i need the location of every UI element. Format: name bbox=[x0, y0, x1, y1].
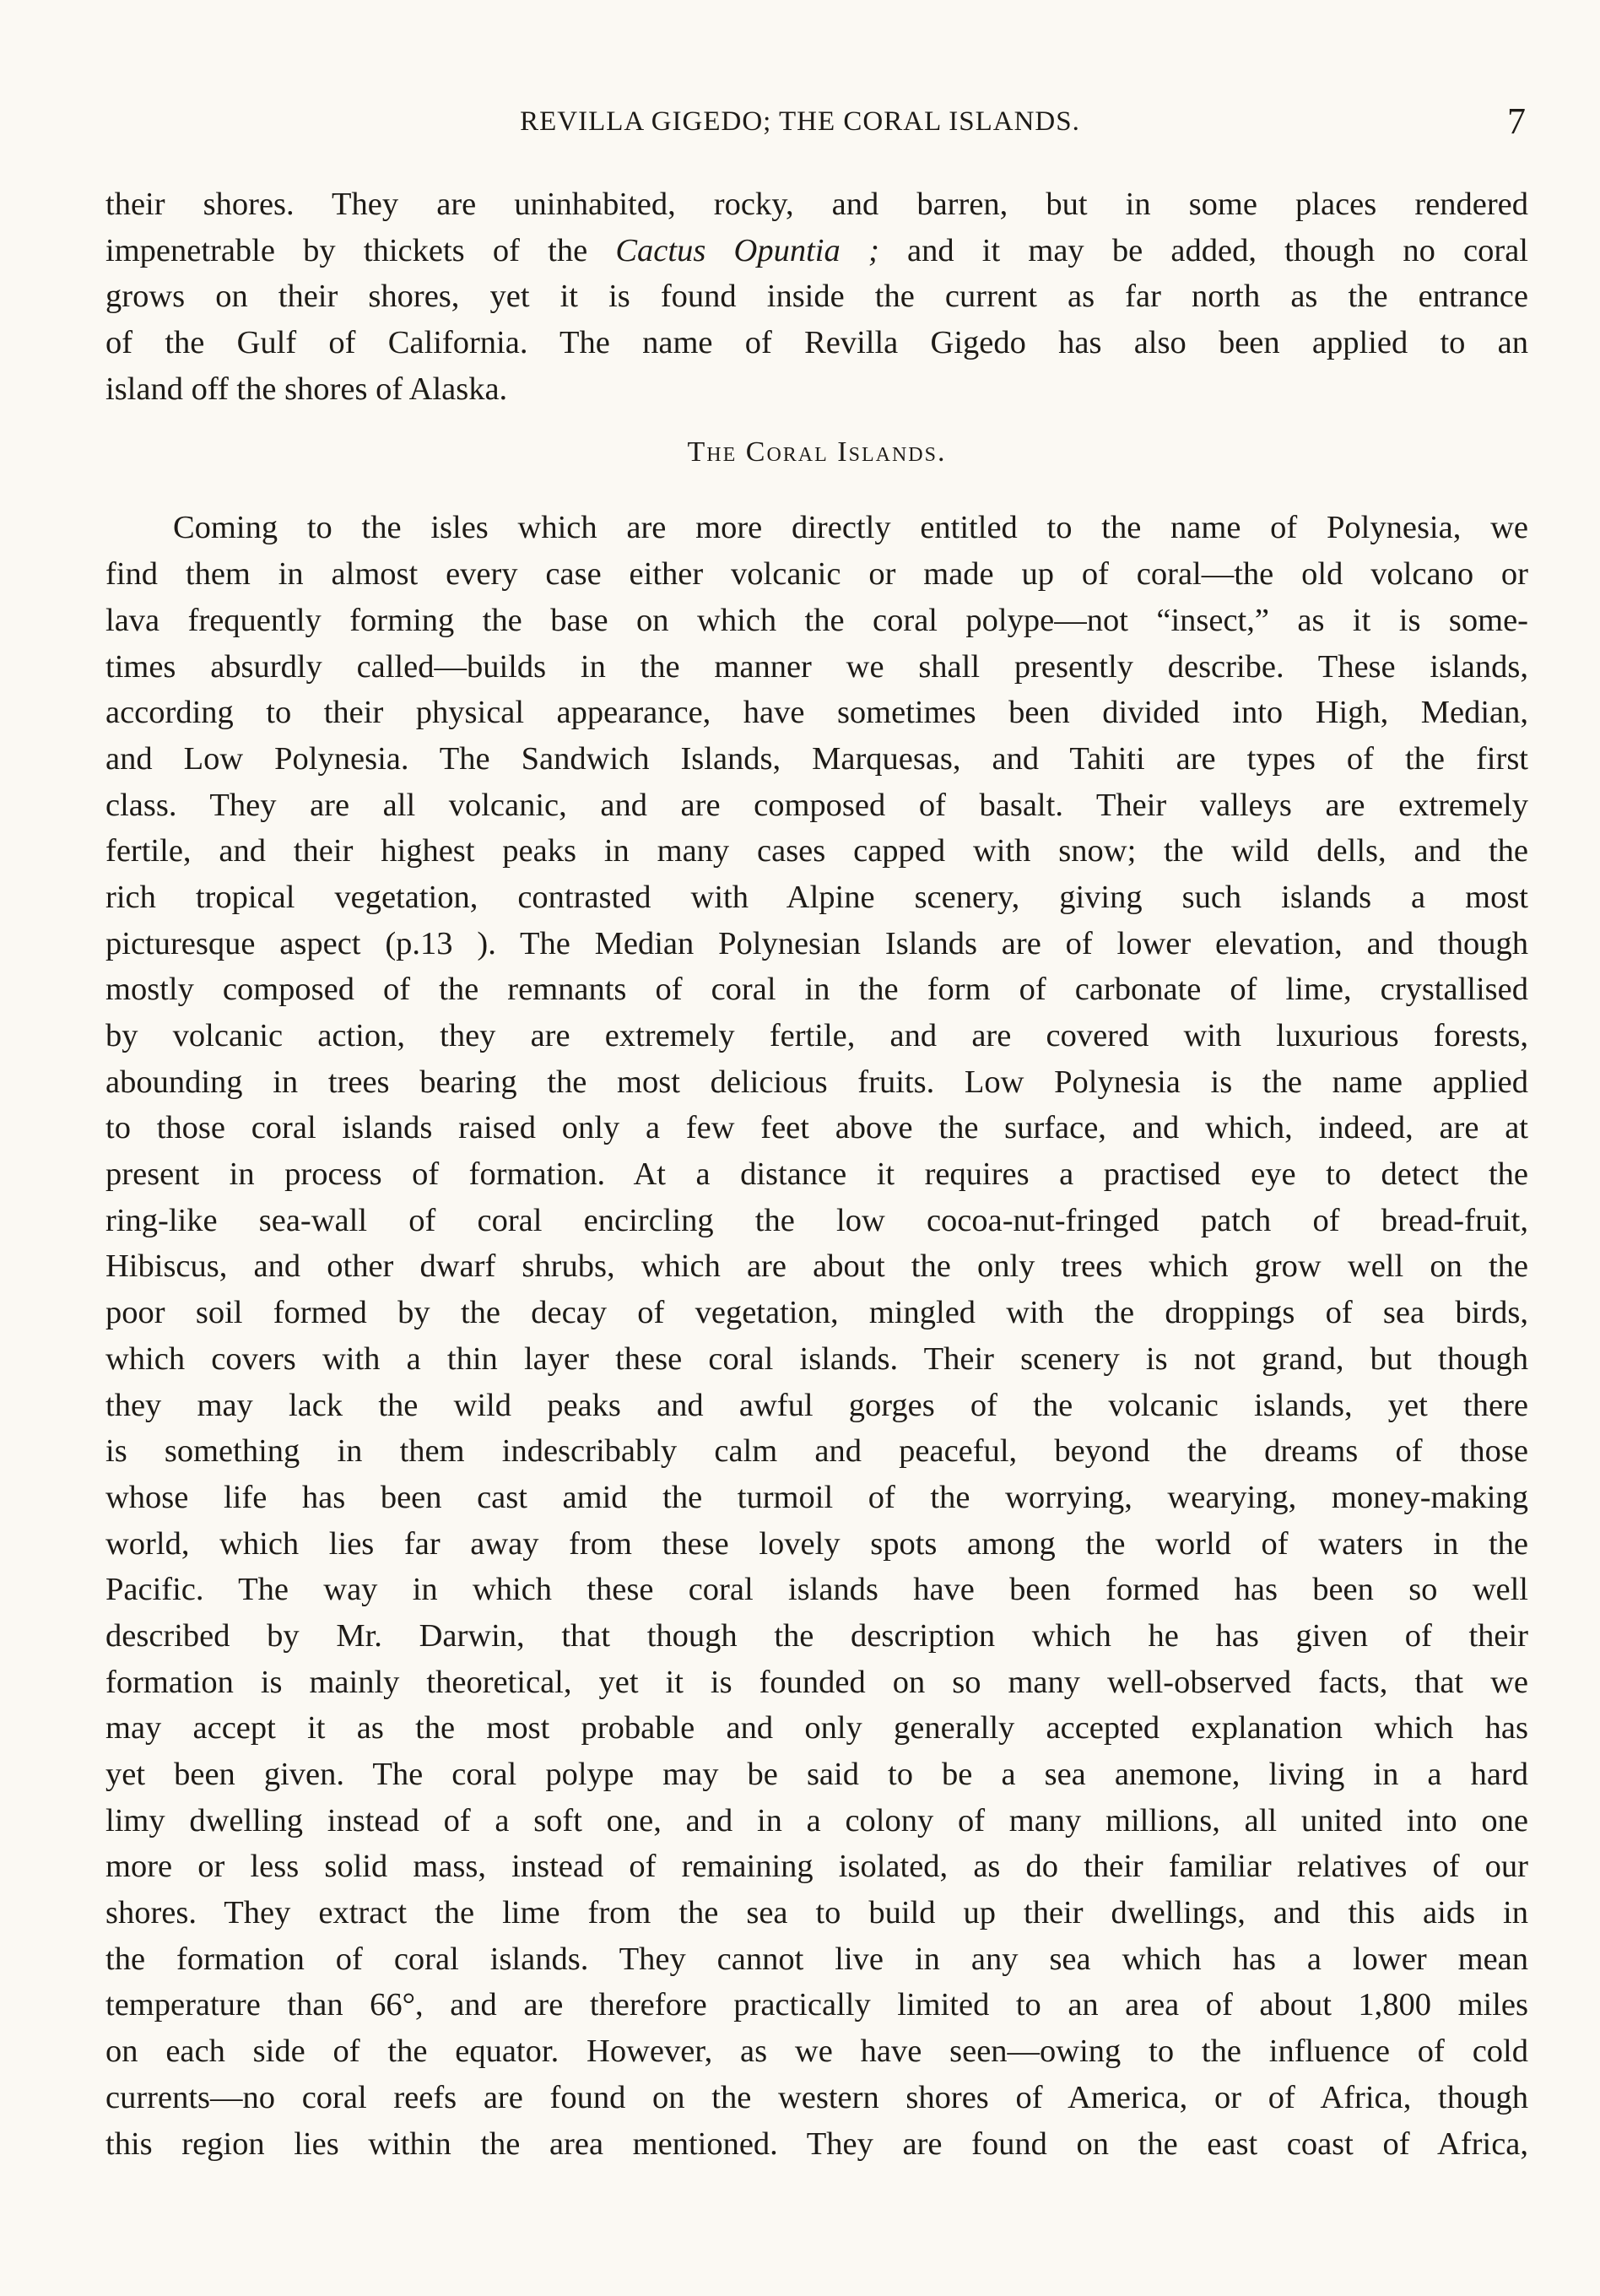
text-line: limy dwelling instead of a soft one, and in a colony of many millions, all united into one bbox=[105, 1802, 1528, 1838]
italic-species-name: Cactus Opuntia ; bbox=[615, 232, 879, 268]
text-line: Hibiscus, and other dwarf shrubs, which are about the only trees which grow well on the bbox=[105, 1248, 1528, 1285]
paragraph bbox=[105, 505, 1528, 2167]
text-line: Pacific. The way in which these coral islands have been formed has been so well bbox=[105, 1572, 1528, 1608]
text-line: more or less solid mass, instead of remaining isolated, as do their familiar relatives of our bbox=[105, 1849, 1528, 1885]
text-line: yet been given. The coral polype may be said to be a sea anemone, living in a hard bbox=[105, 1757, 1528, 1792]
running-title: REVILLA GIGEDO; THE CORAL ISLANDS. bbox=[520, 106, 1080, 137]
text-line: by volcanic action, they are extremely fertile, and are covered with luxurious forests, bbox=[105, 1018, 1528, 1053]
text-line: mostly composed of the remnants of coral in the form of carbonate of lime, crystallised bbox=[105, 972, 1528, 1008]
text-line: poor soil formed by the decay of vegetation, mingled with the droppings of sea birds, bbox=[105, 1295, 1528, 1331]
text-line: may accept it as the most probable and only generally accepted explanation which has bbox=[105, 1710, 1528, 1746]
text-line: lava frequently forming the base on which the coral polype—not “insect,” as it is some- bbox=[105, 602, 1528, 638]
text-line: temperature than 66°, and are therefore practically limited to an area of about 1,800 miles bbox=[105, 1987, 1528, 2023]
text-line: according to their physical appearance, have sometimes been divided into High, Median, bbox=[105, 695, 1528, 731]
text-line: grows on their shores, yet it is found inside the current as far north as the entrance bbox=[105, 279, 1528, 315]
text-line: and Low Polynesia. The Sandwich Islands, Marquesas, and Tahiti are types of the first bbox=[105, 740, 1528, 777]
text-line: the formation of coral islands. They cannot live in any sea which has a lower mean bbox=[105, 1941, 1528, 1977]
text-line: picturesque aspect (p.13 ). The Median Polynesian Islands are of lower elevation, and though bbox=[105, 925, 1528, 961]
text-line: fertile, and their highest peaks in many cases capped with snow; the wild dells, and the bbox=[105, 833, 1528, 869]
text-line: ring-like sea-wall of coral encircling the low cocoa-nut-fringed patch of bread-fruit, bbox=[105, 1202, 1528, 1238]
text-line: times absurdly called—builds in the manner we shall presently describe. These islands, bbox=[105, 648, 1528, 685]
text-line: find them in almost every case either volcanic or made up of coral—the old volcano or bbox=[105, 556, 1528, 593]
text-line: present in process of formation. At a distance it requires a practised eye to detect the bbox=[105, 1156, 1528, 1193]
text-line: Coming to the isles which are more directly entitled to the name of Polynesia, we bbox=[173, 510, 1528, 546]
text-line: to those coral islands raised only a few feet above the surface, and which, indeed, are at bbox=[105, 1110, 1528, 1146]
text-line: formation is mainly theoretical, yet it is founded on so many well-observed facts, that we bbox=[105, 1664, 1528, 1700]
text-line: rich tropical vegetation, contrasted with Alpine scenery, giving such islands a most bbox=[105, 879, 1528, 915]
text-line: of the Gulf of California. The name of Revilla Gigedo has also been applied to an bbox=[105, 325, 1528, 361]
text-line: world, which lies far away from these lovely spots among the world of waters in the bbox=[105, 1525, 1528, 1562]
text-line: shores. They extract the lime from the sea to build up their dwellings, and this aids in bbox=[105, 1895, 1528, 1931]
section-heading: The Coral Islands. bbox=[687, 436, 947, 468]
body-text bbox=[105, 181, 1528, 2167]
text-line: class. They are all volcanic, and are composed of basalt. Their valleys are extremely bbox=[105, 787, 1528, 823]
text-line: described by Mr. Darwin, that though the description which he has given of their bbox=[105, 1617, 1528, 1654]
text-line: on each side of the equator. However, as we have seen—owing to the influence of cold bbox=[105, 2033, 1528, 2070]
running-head bbox=[0, 100, 1600, 150]
text-line: they may lack the wild peaks and awful gorges of the volcanic islands, yet there bbox=[105, 1387, 1528, 1423]
text-line: island off the shores of Alaska. bbox=[105, 371, 508, 407]
text-line: is something in them indescribably calm and peaceful, beyond the dreams of those bbox=[105, 1433, 1528, 1470]
text-line: currents—no coral reefs are found on the western shores of America, or of Africa, though bbox=[105, 2079, 1528, 2115]
text-line: their shores. They are uninhabited, rocky, and barren, but in some places rendered bbox=[105, 187, 1528, 222]
page-number: 7 bbox=[1507, 100, 1526, 142]
text-line: abounding in trees bearing the most delicious fruits. Low Polynesia is the name applied bbox=[105, 1064, 1528, 1100]
text-line: whose life has been cast amid the turmoil of the worrying, wearying, money-making bbox=[105, 1479, 1528, 1515]
text-line: this region lies within the area mentioned. They are found on the east coast of Africa, bbox=[105, 2125, 1528, 2162]
text-line: which covers with a thin layer these coral islands. Their scenery is not grand, but though bbox=[105, 1340, 1528, 1377]
text-line: impenetrable by thickets of the Cactus Opuntia ; and it may be added, though no coral bbox=[105, 232, 1528, 268]
